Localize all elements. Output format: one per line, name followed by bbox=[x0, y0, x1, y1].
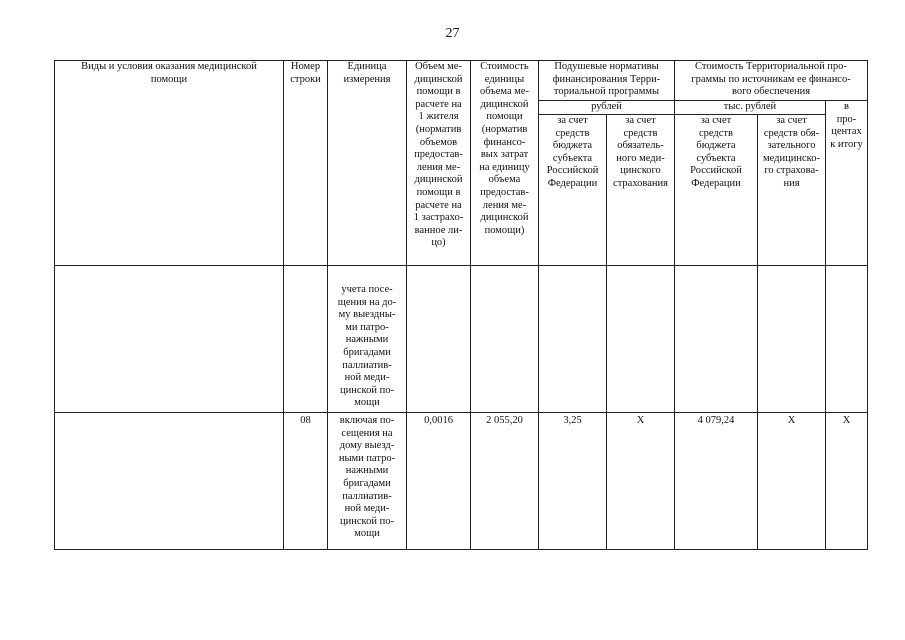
page-number: 27 bbox=[445, 26, 460, 41]
header-volume: Объем ме- дицинской помощи в расчете на 1 жителя (норматив объемов предостав- ления ме- дицинской помощи в расчете на 1 застрахо- ванное ли- цо) bbox=[407, 61, 471, 266]
cell-volume bbox=[407, 266, 471, 413]
cell-cost: 2 055,20 bbox=[471, 413, 539, 550]
table-row bbox=[55, 266, 868, 413]
cell-volume: 0,0016 bbox=[407, 413, 471, 550]
cell-number bbox=[284, 266, 328, 413]
territorial-program-table bbox=[54, 60, 868, 550]
header-per-capita-norms: Подушевые нормативы финансирования Терри- ториальной программы bbox=[539, 61, 675, 101]
header-per-capita-budget: за счет средств бюджета субъекта Российской Федерации bbox=[539, 115, 607, 266]
header-thousand-rubles: тыс. рублей bbox=[675, 101, 826, 115]
cell-tc-budget: 4 079,24 bbox=[675, 413, 758, 550]
cell-type bbox=[55, 413, 284, 550]
header-per-capita-oms: за счет средств обязатель- ного меди- цинского страхования bbox=[607, 115, 675, 266]
header-unit-cost: Стоимость единицы объема ме- дицинской помощи (норматив финансо- вых затрат на единицу объема предостав- ления ме- дицинской помощи) bbox=[471, 61, 539, 266]
header-territorial-program-cost: Стоимость Территориальной про- граммы по источникам ее финансо- вого обеспечения bbox=[675, 61, 868, 101]
cell-unit: учета посе- щения на до- му выездны- ми патро- нажными бригадами паллиатив- ной меди- цинской по- мощи bbox=[328, 266, 407, 413]
cell-number: 08 bbox=[284, 413, 328, 550]
header-percent-of-total: в про- центах к итогу bbox=[826, 101, 868, 266]
header-row-number: Номер строки bbox=[284, 61, 328, 266]
cell-per-budget bbox=[539, 266, 607, 413]
header-rubles: рублей bbox=[539, 101, 675, 115]
header-cost-budget: за счет средств бюджета субъекта Российской Федерации bbox=[675, 115, 758, 266]
cell-tc-percent bbox=[826, 266, 868, 413]
cell-tc-percent: X bbox=[826, 413, 868, 550]
header-cost-oms: за счет средств обя- зательного медицинско- го страхова- ния bbox=[758, 115, 826, 266]
cell-per-oms: X bbox=[607, 413, 675, 550]
table-row bbox=[55, 413, 868, 550]
cell-tc-oms: X bbox=[758, 413, 826, 550]
cell-unit: включая по- сещения на дому выезд- ными патро- нажными бригадами паллиатив- ной меди- цинской по- мощи bbox=[328, 413, 407, 550]
cell-tc-oms bbox=[758, 266, 826, 413]
cell-per-budget: 3,25 bbox=[539, 413, 607, 550]
header-unit: Единица измерения bbox=[328, 61, 407, 266]
cell-cost bbox=[471, 266, 539, 413]
cell-per-oms bbox=[607, 266, 675, 413]
cell-type bbox=[55, 266, 284, 413]
header-types-of-care: Виды и условия оказания медицинской помощи bbox=[55, 61, 284, 266]
cell-tc-budget bbox=[675, 266, 758, 413]
